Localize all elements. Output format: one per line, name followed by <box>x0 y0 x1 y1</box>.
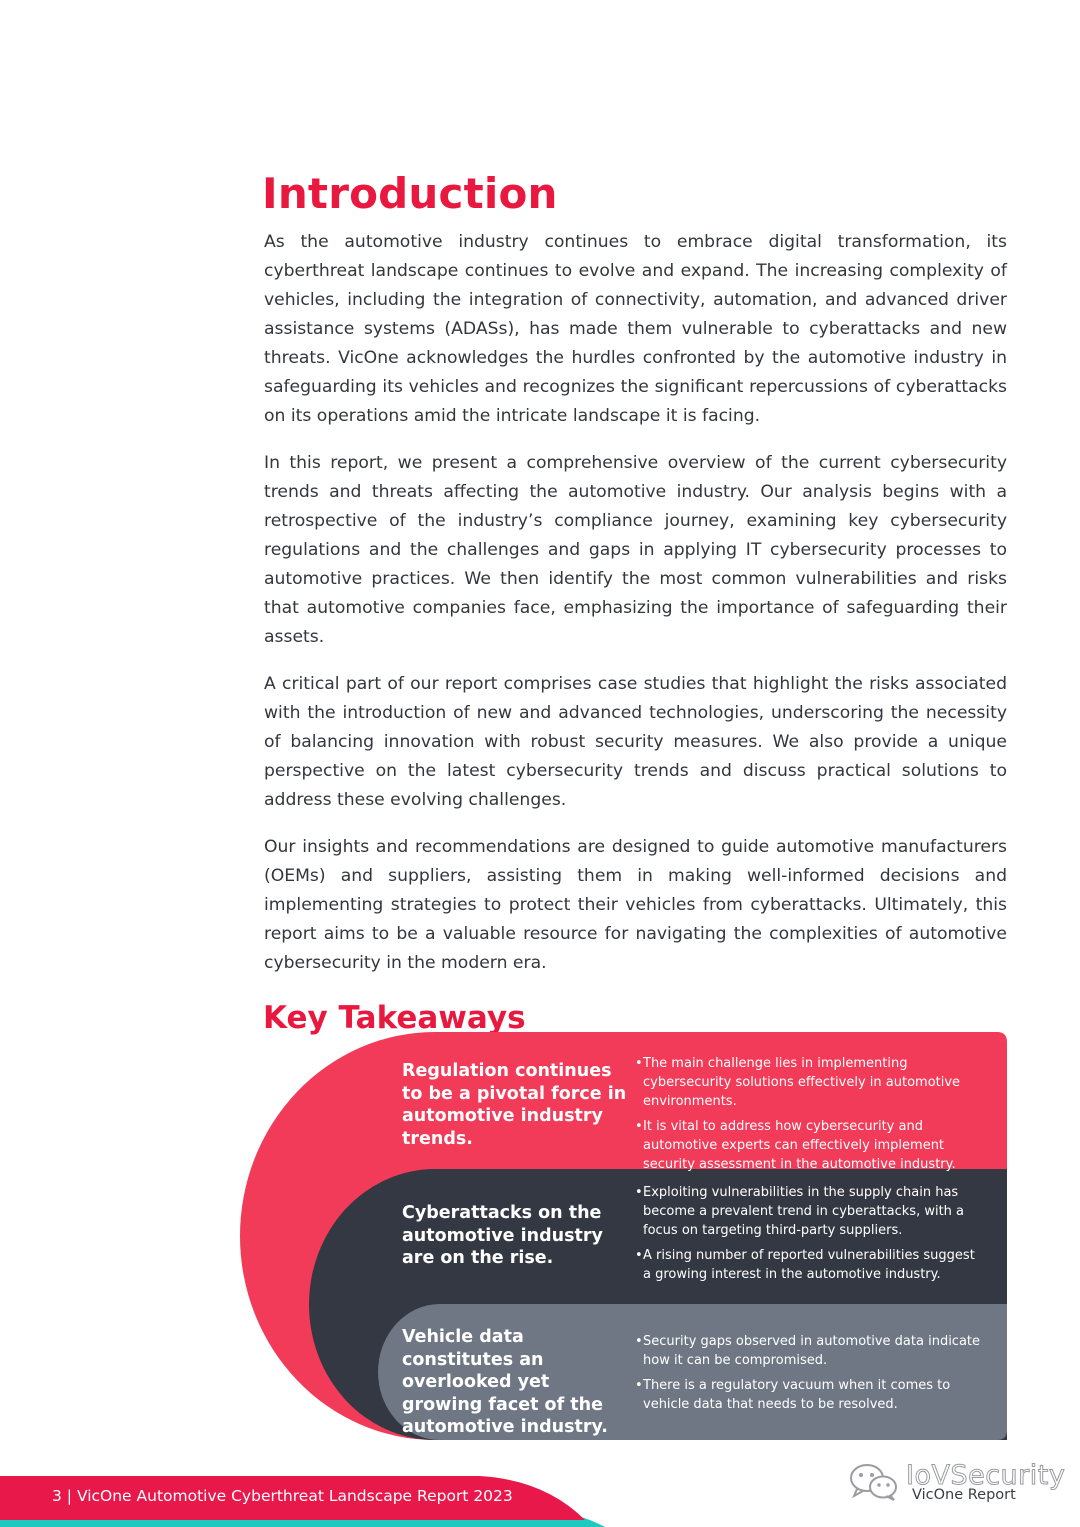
takeaway-bullets <box>636 1183 986 1290</box>
watermark <box>848 1460 1066 1520</box>
takeaway-title: Regulation continues to be a pivotal force in automotive industry trends. <box>402 1061 627 1149</box>
wechat-logo-icon <box>848 1462 900 1502</box>
main-content <box>264 168 1007 1038</box>
page-title: Introduction <box>262 169 558 218</box>
takeaway-title: Cyberattacks on the automotive industry are on the rise. <box>402 1203 603 1268</box>
intro-paragraph: In this report, we present a comprehensive overview of the current cybersecurity trends and threats affecting the automotive industry. Our analysis begins with a retrospective of the industry’s compliance journey, examining key cybersecurity regulations and the challenges and gaps in applying IT cybersecurity processes to automotive practices. We then identify the most common vulnerabilities and risks that automotive companies face, emphasizing the importance of safeguarding their assets. <box>264 453 1007 647</box>
watermark-brand: IoVSecurity <box>906 1460 1066 1491</box>
watermark-subtitle: VicOne Report <box>912 1487 1016 1503</box>
takeaway-bullet: • There is a regulatory vacuum when it comes to vehicle data that needs to be resolved. <box>636 1376 986 1414</box>
intro-paragraph: Our insights and recommendations are designed to guide automotive manufacturers (OEMs) and suppliers, assisting them in making well-informed decisions and implementing strategies to protect their vehicles from cyberattacks. Ultimately, this report aims to be a valuable resource for navigating the complexities of automotive cybersecurity in the modern era. <box>264 837 1007 973</box>
key-takeaways-heading: Key Takeaways <box>263 1000 526 1036</box>
takeaway-bullets <box>636 1332 986 1420</box>
takeaway-bullet: • A rising number of reported vulnerabilities suggest a growing interest in the automotive industry. <box>636 1246 986 1284</box>
takeaway-bullet: • The main challenge lies in implementing cybersecurity solutions effectively in automotive environments. <box>636 1054 986 1111</box>
takeaway-bullet: • It is vital to address how cybersecurity and automotive experts can effectively implement security assessment in the automotive industry. <box>636 1117 986 1174</box>
intro-paragraph: As the automotive industry continues to embrace digital transformation, its cyberthreat landscape continues to evolve and expand. The increasing complexity of vehicles, including the integration of connectivity, automation, and advanced driver assistance systems (ADASs), has made them vulnerable to cyberattacks and new threats. VicOne acknowledges the hurdles confronted by the automotive industry in safeguarding its vehicles and recognizes the significant repercussions of cyberattacks on its operations amid the intricate landscape it is facing. <box>264 232 1007 426</box>
footer-text: 3 | VicOne Automotive Cyberthreat Landscape Report 2023 <box>52 1487 513 1505</box>
key-takeaways-graphic <box>240 1032 1008 1442</box>
takeaway-bullet: • Security gaps observed in automotive data indicate how it can be compromised. <box>636 1332 986 1370</box>
takeaway-bullets <box>636 1054 986 1180</box>
intro-paragraph: A critical part of our report comprises case studies that highlight the risks associated with the introduction of new and advanced technologies, underscoring the necessity of balancing innovation with robust security measures. We also provide a unique perspective on the latest cybersecurity trends and discuss practical solutions to address these evolving challenges. <box>264 674 1007 810</box>
takeaway-title: Vehicle data constitutes an overlooked yet growing facet of the automotive industry. <box>402 1327 608 1437</box>
takeaway-bullet: • Exploiting vulnerabilities in the supply chain has become a prevalent trend in cyberattacks, with a focus on targeting third-party suppliers. <box>636 1183 986 1240</box>
